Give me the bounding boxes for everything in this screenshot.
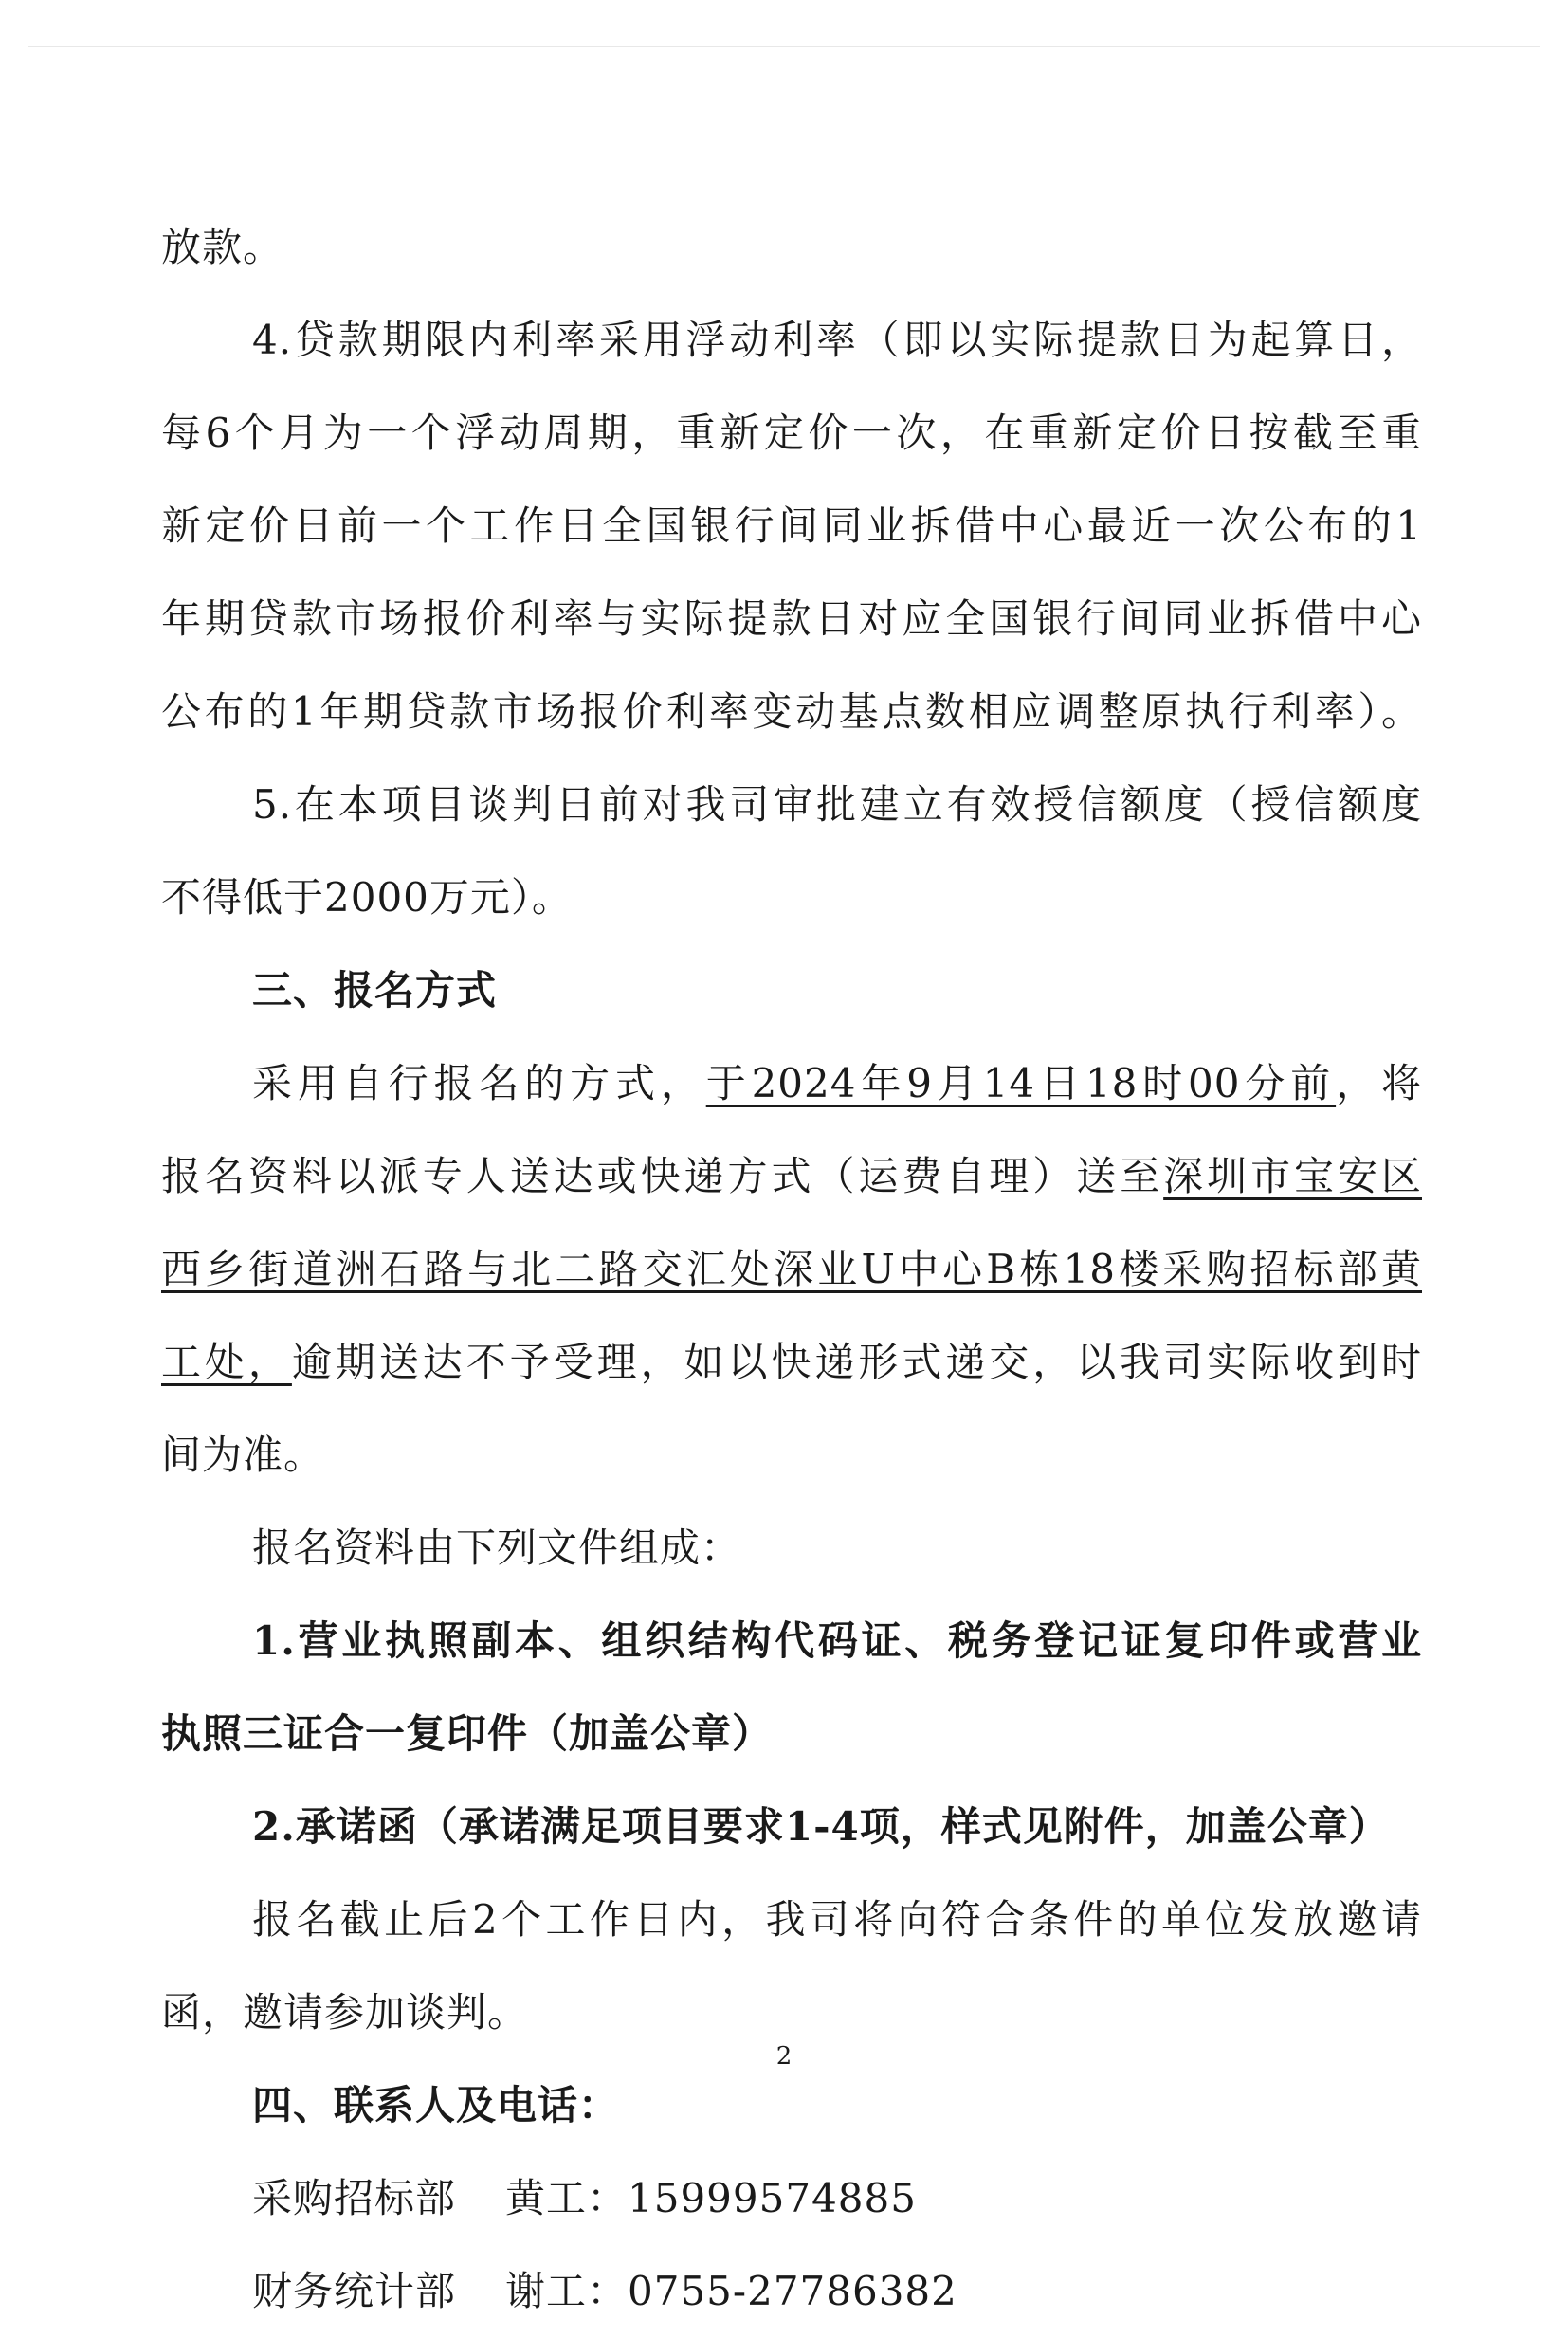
paragraph-line: [161, 1316, 1422, 1409]
contact-line: [161, 2245, 1422, 2338]
document-body: [161, 201, 1422, 2338]
address-underlined: 工处，: [161, 1339, 292, 1385]
contact-dept: 采购招标部: [252, 2175, 457, 2221]
list-item-line: 执照三证合一复印件（加盖公章）: [161, 1710, 774, 1757]
paragraph-line: 报名资料由下列文件组成：: [252, 1525, 742, 1571]
paragraph-line: 4.贷款期限内利率采用浮动利率（即以实际提款日为起算日，: [252, 317, 1422, 363]
paragraph-line: [161, 1037, 1422, 1130]
section-heading: 三、报名方式: [252, 967, 498, 1014]
text-run: 报名资料以派专人送达或快递方式（运费自理）送至: [161, 1153, 1164, 1199]
contact-person: 黄工：15999574885: [505, 2175, 917, 2221]
address-underlined: 深圳市宝安区: [1163, 1153, 1422, 1199]
paragraph-line: 公布的1年期贷款市场报价利率变动基点数相应调整原执行利率）。: [161, 688, 1422, 735]
text-run: ，将: [1336, 1060, 1422, 1106]
paragraph-line: 5.在本项目谈判日前对我司审批建立有效授信额度（授信额度: [252, 781, 1422, 828]
paragraph-line: 新定价日前一个工作日全国银行间同业拆借中心最近一次公布的1: [161, 502, 1422, 549]
contact-dept: 财务统计部: [252, 2268, 457, 2314]
deadline-underlined: 于2024年9月14日18时00分前: [705, 1060, 1337, 1106]
page-number: 2: [775, 2042, 793, 2071]
section-heading: 四、联系人及电话：: [252, 2082, 620, 2128]
paragraph-line: 间为准。: [161, 1432, 325, 1478]
paragraph-line: 每6个月为一个浮动周期，重新定价一次，在重新定价日按截至重: [161, 410, 1422, 456]
paragraph-line: 报名截止后2个工作日内，我司将向符合条件的单位发放邀请: [252, 1896, 1422, 1943]
scan-edge-rule: [28, 46, 1540, 47]
paragraph-line: 函，邀请参加谈判。: [161, 1989, 529, 2036]
contact-line: [161, 2152, 1422, 2245]
paragraph-line: 放款。: [161, 224, 284, 270]
list-item-line: 2.承诺函（承诺满足项目要求1-4项，样式见附件，加盖公章）: [252, 1803, 1390, 1850]
paragraph-line: 年期贷款市场报价利率与实际提款日对应全国银行间同业拆借中心: [161, 595, 1422, 642]
contact-person: 谢工：0755-27786382: [505, 2268, 957, 2314]
text-run: 逾期送达不予受理，如以快递形式递交，以我司实际收到时: [291, 1339, 1422, 1385]
paragraph-line: 不得低于2000万元）。: [161, 874, 573, 921]
address-underlined: 西乡街道洲石路与北二路交汇处深业U中心B栋18楼采购招标部黄: [161, 1246, 1422, 1292]
text-run: 采用自行报名的方式，: [252, 1060, 706, 1106]
list-item-line: 1.营业执照副本、组织结构代码证、税务登记证复印件或营业: [252, 1617, 1422, 1664]
paragraph-line: [161, 1223, 1422, 1316]
paragraph-line: [161, 1130, 1422, 1223]
